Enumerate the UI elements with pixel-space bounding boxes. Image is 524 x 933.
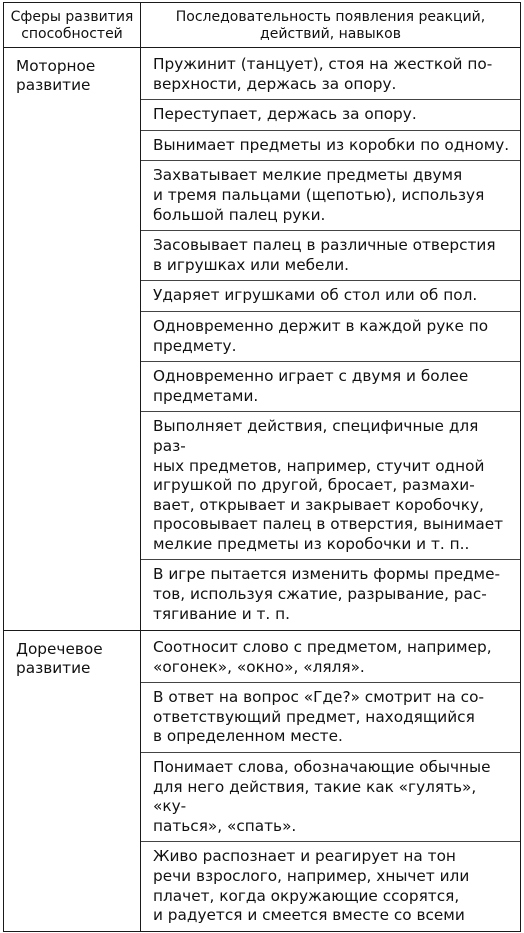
list-item: Выполняет действия, специфичные для раз- ных предметов, например, стучит одной игрушкой по другой, бросает, размахи- вает, открывает и закрывает коробочку, просовывает палец в отверстия, вынимает мелкие предметы из коробочки и т. п.. [141, 412, 520, 560]
list-item: Живо распознает и реагирует на тон речи взрослого, например, хнычет или плачет, когда окружающие ссорятся, и радуется и смеется вместе со всеми [153, 847, 470, 925]
list-item: Понимает слова, обозначающие обычные для него действия, такие как «гулять», «ку- паться», «спать». [141, 753, 520, 842]
development-table [3, 2, 521, 932]
header-spheres: Сферы развития способностей [4, 3, 141, 48]
sphere-cell: Доречевое развитие [4, 631, 141, 932]
list-item: Соотносит слово с предметом, например, «огонек», «окно», «ляля». [141, 631, 520, 683]
table-row-prespeech [4, 631, 521, 932]
list-item: Пружинит (танцует), стоя на жесткой по- верхности, держась за опору. [141, 48, 520, 100]
table-header-row [4, 3, 521, 48]
sphere-cell: Моторное развитие [4, 48, 141, 631]
list-item: Переступает, держась за опору. [141, 100, 520, 131]
list-item: Одновременно держит в каждой руке по предмету. [141, 312, 520, 362]
items-cell [141, 631, 521, 932]
header-sequence: Последовательность появления реакций, действий, навыков [141, 3, 521, 48]
list-item: Вынимает предметы из коробки по одному. [141, 131, 520, 162]
list-item: Одновременно играет с двумя и более предметами. [141, 362, 520, 412]
list-item: В ответ на вопрос «Где?» смотрит на со- ответствующий предмет, находящийся в определенном месте. [141, 683, 520, 753]
table-row-motor [4, 48, 521, 631]
list-item: В игре пытается изменить формы предме- тов, используя сжатие, разрывание, рас- тягивание и т. п. [153, 565, 501, 623]
list-item: Захватывает мелкие предметы двумя и тремя пальцами (щепотью), используя большой палец руки. [141, 161, 520, 231]
list-item: Засовывает палец в различные отверстия в игрушках или мебели. [141, 231, 520, 281]
list-item: Ударяет игрушками об стол или об пол. [141, 281, 520, 312]
items-cell [141, 48, 521, 631]
